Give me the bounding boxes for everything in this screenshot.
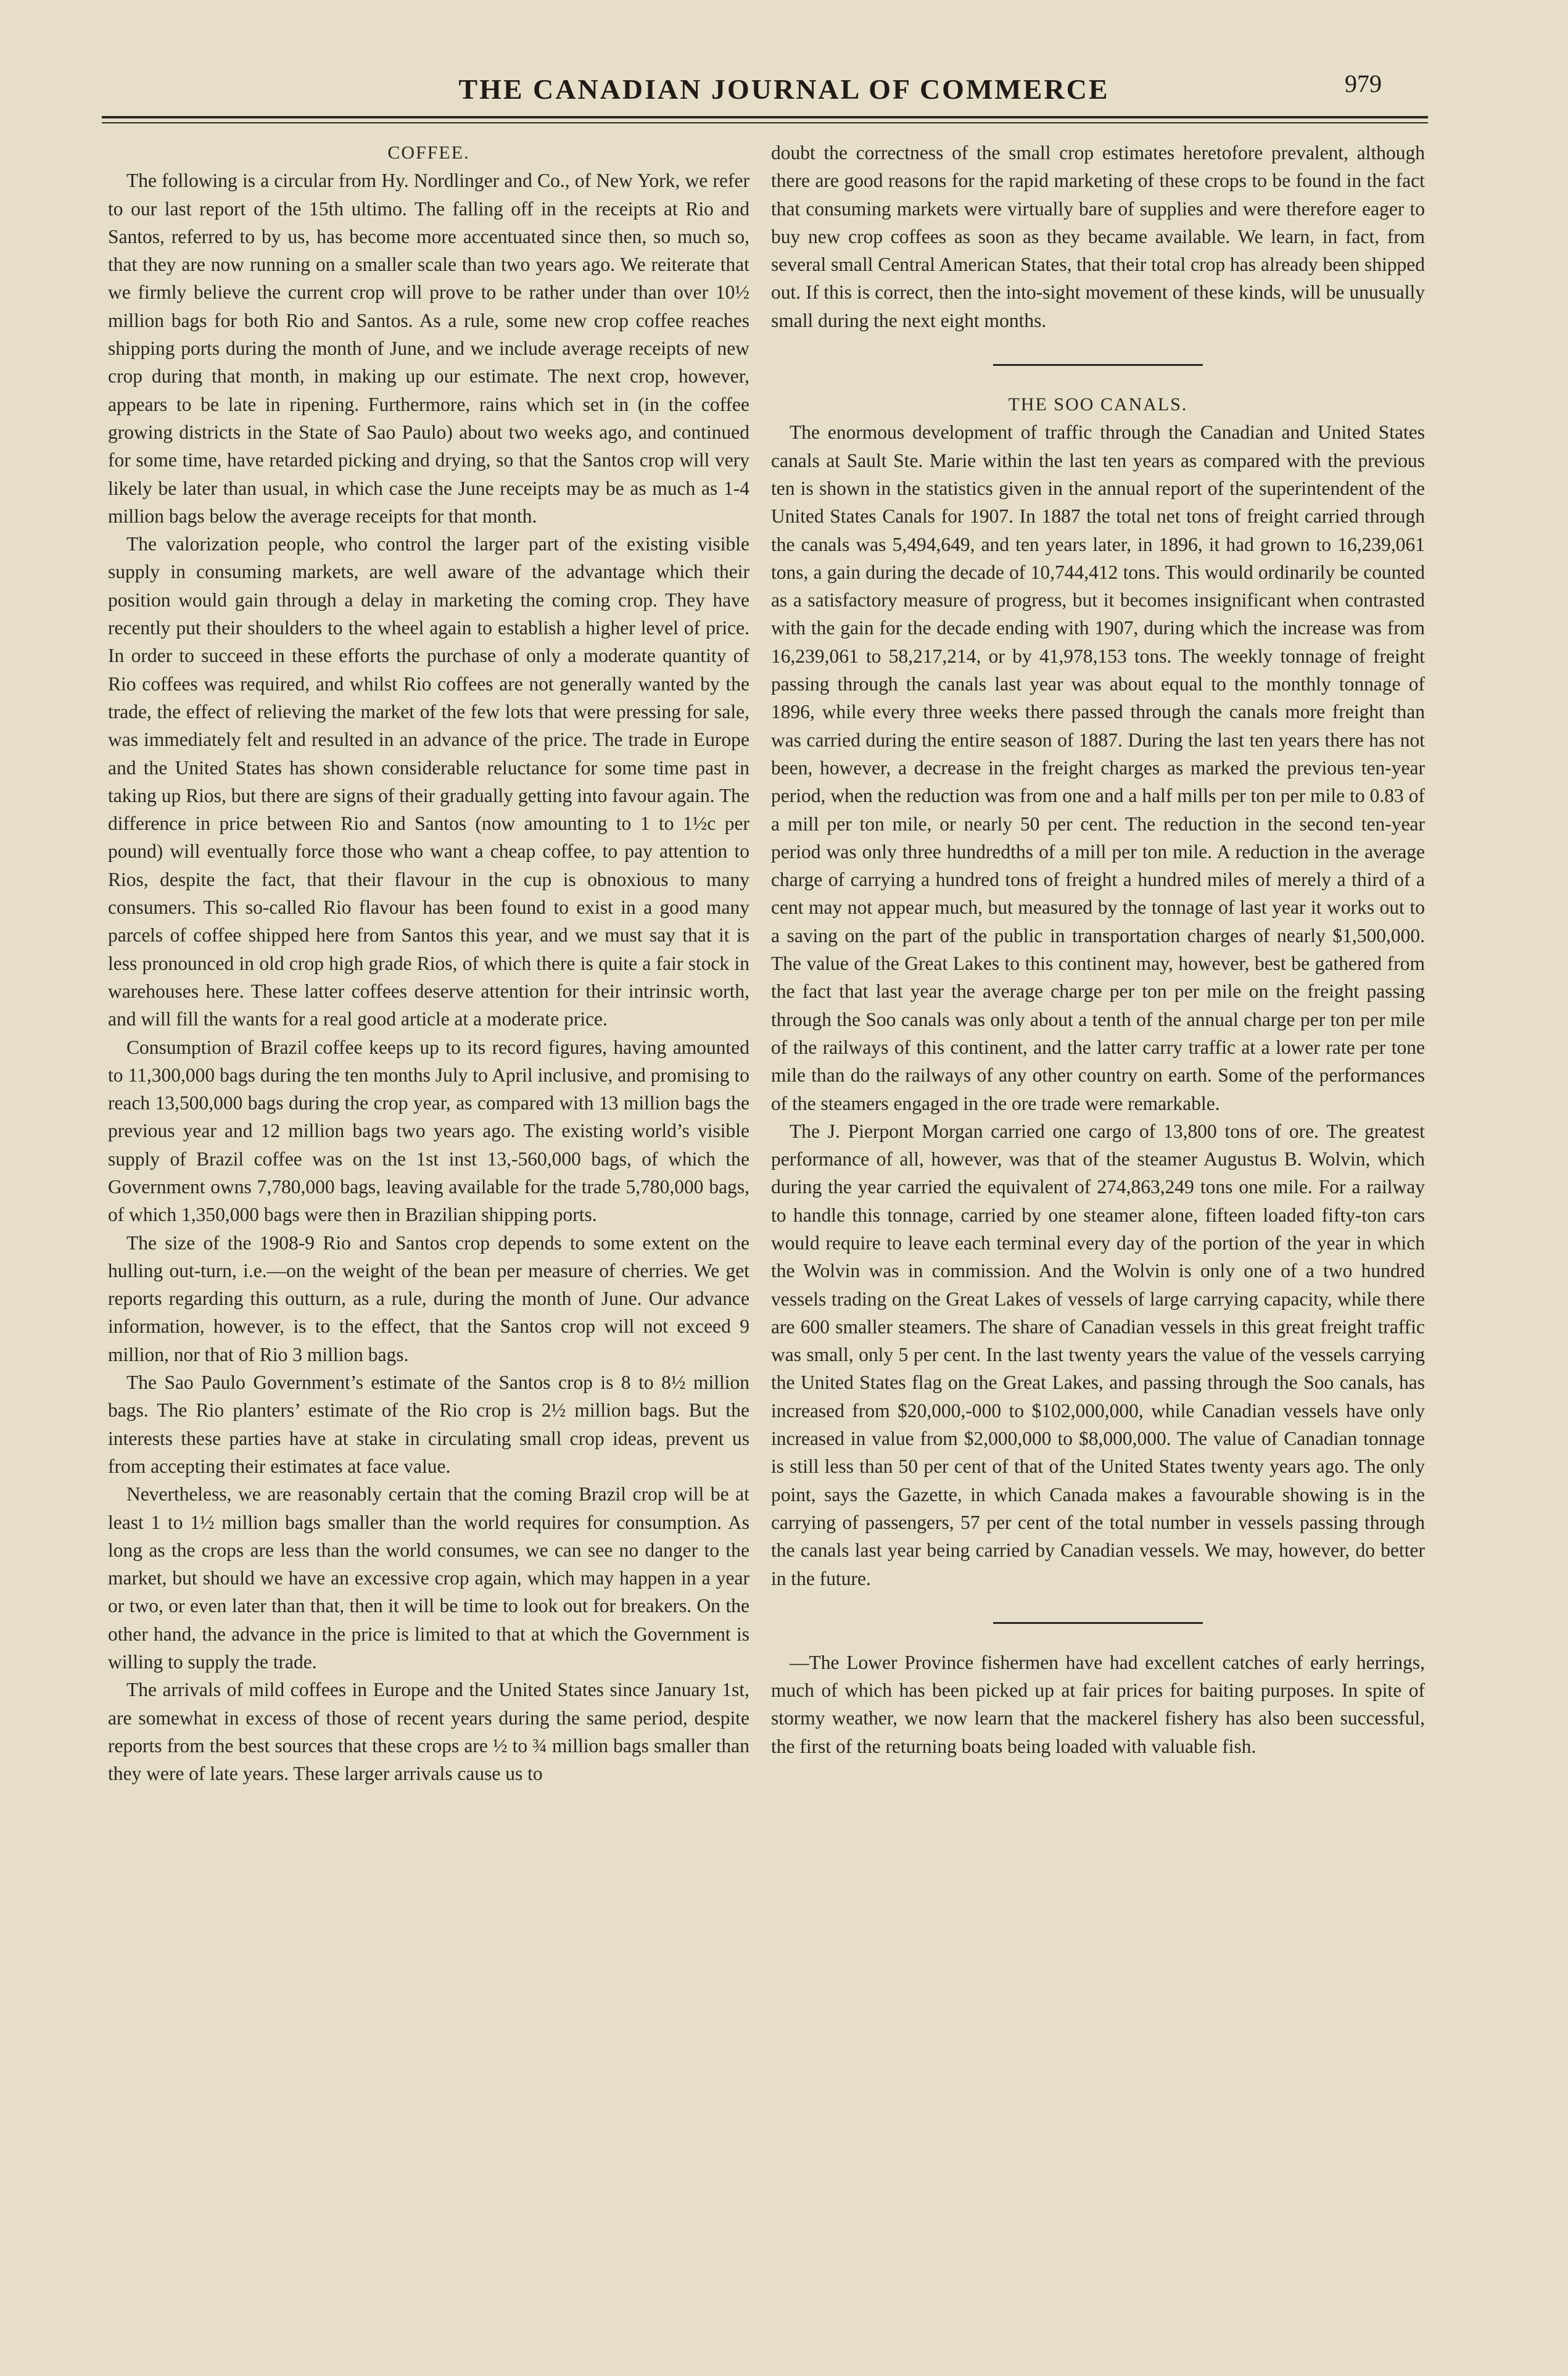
coffee-continuation: doubt the correctness of the small crop estimates heretofore prevalent, although there are good reasons for the rapid marketing of these crops to be found in the fact that consuming markets were virtually bare of supplies and were therefore eager to buy new crop coffees as soon as they became available. We learn, in fact, from several small Central American States, that their total crop has already been shipped out. If this is correct, then the into-sight movement of these kinds, will be unusually small during the next eight months. [771, 142, 1425, 331]
coffee-paragraph: The valorization people, who control the larger part of the existing visible supply in consuming markets, are well aware of the advantage which their position would gain through a delay in marketing the coming crop. They have recently put their shoulders to the wheel again to establish a higher level of price. In order to succeed in these efforts the purchase of only a moderate quantity of Rio coffees was required, and whilst Rio coffees are not generally wanted by the trade, the effect of relieving the market of the few lots that were pressing for sale, was immediately felt and resulted in an advance of the price. The trade in Europe and the United States has shown considerable reluctance for some time past in taking up Rios, but there are signs of their gradually getting into favour again. The difference in price between Rio and Santos (now amounting to 1 to 1½c per pound) will eventually force those who want a cheap coffee, to pay attention to Rios, despite the fact, that their flavour in the cup is obnoxious to many consumers. This so-called Rio flavour has been found to exist in a good many parcels of coffee shipped here from Santos this year, and we must say that it is less pronounced in old crop high grade Rios, of which there is quite a fair stock in warehouses here. These latter coffees deserve attention for their intrinsic worth, and will fill the wants for a real good article at a moderate price. [108, 533, 749, 1030]
section-divider [993, 1622, 1203, 1624]
coffee-paragraph: The size of the 1908-9 Rio and Santos crop depends to some extent on the hulling out-turn, i.e.—on the weight of the bean per measure of cherries. We get reports regarding this outturn, as a rule, during the month of June. Our advance information, however, is to the effect, that the Santos crop will not exceed 9 million, nor that of Rio 3 million bags. [108, 1231, 749, 1365]
coffee-paragraph: The arrivals of mild coffees in Europe and the United States since January 1st, are somewhat in excess of those of recent years during the same period, despite reports from the best sources that these crops are ½ to ¾ million bags smaller than they were of late years. These larger arrivals cause us to [108, 1679, 749, 1785]
fisheries-note: —The Lower Province fishermen have had excellent catches of early herrings, much of which has been picked up at fair prices for baiting purposes. In spite of stormy weather, we now learn that the mackerel fishery has also been successful, the first of the returning boats being loaded with valuable fish. [771, 1651, 1425, 1757]
left-column [108, 139, 749, 1788]
coffee-paragraph: Consumption of Brazil coffee keeps up to its record figures, having amounted to 11,300,000 bags during the ten months July to April inclusive, and promising to reach 13,500,000 bags during the crop year, as compared with 13 million bags the previous year and 12 million bags two years ago. The existing world’s visible supply of Brazil coffee was on the 1st inst 13,-560,000 bags, of which the Government owns 7,780,000 bags, leaving available for the trade 5,780,000 bags, of which 1,350,000 bags were then in Brazilian shipping ports. [108, 1036, 749, 1226]
page-number: 979 [1345, 70, 1382, 97]
coffee-title: COFFEE. [387, 143, 470, 163]
journal-title: THE CANADIAN JOURNAL OF COMMERCE [458, 73, 1110, 105]
coffee-paragraph: The Sao Paulo Government’s estimate of the Santos crop is 8 to 8½ million bags. The Rio planters’ estimate of the Rio crop is 2½ million bags. But the interests these parties have at stake in circulating small crop ideas, prevent us from accepting their estimates at face value. [108, 1372, 749, 1477]
soo-canals-title: THE SOO CANALS. [1008, 394, 1188, 415]
soo-canals-paragraph: The enormous development of traffic through the Canadian and United States canals at Sault Ste. Marie within the last ten years as compared with the previous ten is shown in the statistics given in the annual report of the superintendent of the United States Canals for 1907. In 1887 the total net tons of freight carried through the canals was 5,494,649, and ten years later, in 1896, it had grown to 16,239,061 tons, a gain during the decade of 10,744,412 tons. This would ordinarily be counted as a satisfactory measure of progress, but it becomes insignificant when contrasted with the gain for the decade ending with 1907, during which the increase was from 16,239,061 to 58,217,214, or by 41,978,153 tons. The weekly tonnage of freight passing through the canals last year was about equal to the monthly tonnage of 1896, while every three weeks there passed through the canals more freight than was carried during the entire season of 1887. During the last ten years there has not been, however, a decrease in the freight charges as marked the previous ten-year period, when the reduction was from one and a half mills per ton per mile to 0.83 of a mill per ton mile, or nearly 50 per cent. The reduction in the second ten-year period was only three hundredths of a mill per ton mile. A reduction in the average charge of carrying a hundred tons of freight a hundred miles of merely a third of a cent may not appear much, but measured by the tonnage of last year it works out to a saving on the part of the public in transportation charges of nearly $1,500,000. The value of the Great Lakes to this continent may, however, best be gathered from the fact that last year the average charge per ton per mile on the freight passing through the Soo canals was only about a tenth of the annual charge per ton per mile of the railways of this continent, and the latter carry traffic at a lower rate per tone mile than do the railways of any other country on earth. Some of the performances of the steamers engaged in the ore trade were remarkable. [771, 421, 1425, 1114]
soo-canals-paragraph: The J. Pierpont Morgan carried one cargo of 13,800 tons of ore. The greatest performance of all, however, was that of the steamer Augustus B. Wolvin, which during the year carried the equivalent of 274,863,249 tons one mile. For a railway to handle this tonnage, carried by one steamer alone, fifteen loaded fifty-ton cars would require to leave each terminal every day of the portion of the year in which the Wolvin was in commission. And the Wolvin is only one of a two hundred vessels trading on the Great Lakes of vessels of large carrying capacity, while there are 600 smaller steamers. The share of Canadian vessels in this great freight traffic was small, only 5 per cent. In the last twenty years the value of the vessels carrying the United States flag on the Great Lakes, and passing through the Soo canals, has increased from $20,000,-000 to $102,000,000, while Canadian vessels have only increased in value from $2,000,000 to $8,000,000. The value of Canadian tonnage is still less than 50 per cent of that of the United States twenty years ago. The only point, says the Gazette, in which Canada makes a favourable showing is in the carrying of passengers, 57 per cent of the total number in vessels passing through the canals last year being carried by Canadian vessels. We may, however, do better in the future. [771, 1120, 1425, 1589]
section-divider [993, 364, 1203, 366]
right-column [771, 139, 1425, 1760]
coffee-paragraph: Nevertheless, we are reasonably certain that the coming Brazil crop will be at least 1 to 1½ million bags smaller than the world requires for consumption. As long as the crops are less than the world consumes, we can see no danger to the market, but should we have an excessive crop again, which may happen in a year or two, or even later than that, then it will be time to look out for breakers. On the other hand, the advance in the price is limited to that at which the Government is willing to supply the trade. [108, 1483, 749, 1673]
header-rule-thin [102, 122, 1428, 123]
coffee-paragraph: The following is a circular from Hy. Nordlinger and Co., of New York, we refer to our last report of the 15th ultimo. The falling off in the receipts at Rio and Santos, referred to by us, has become more accentuated since then, so much so, that they are now running on a smaller scale than two years ago. We reiterate that we firmly believe the current crop will prove to be rather under than over 10½ million bags for both Rio and Santos. As a rule, some new crop coffee reaches shipping ports during the month of June, and we include average receipts of new crop during that month, in making up our estimate. The next crop, however, appears to be late in ripening. Furthermore, rains which set in (in the coffee growing districts in the State of Sao Paulo) about two weeks ago, and continued for some time, have retarded picking and drying, so that the Santos crop will very likely be later than usual, in which case the June receipts may be as much as 1-4 million bags below the average receipts for that month. [108, 170, 749, 527]
header-rule [102, 116, 1428, 118]
